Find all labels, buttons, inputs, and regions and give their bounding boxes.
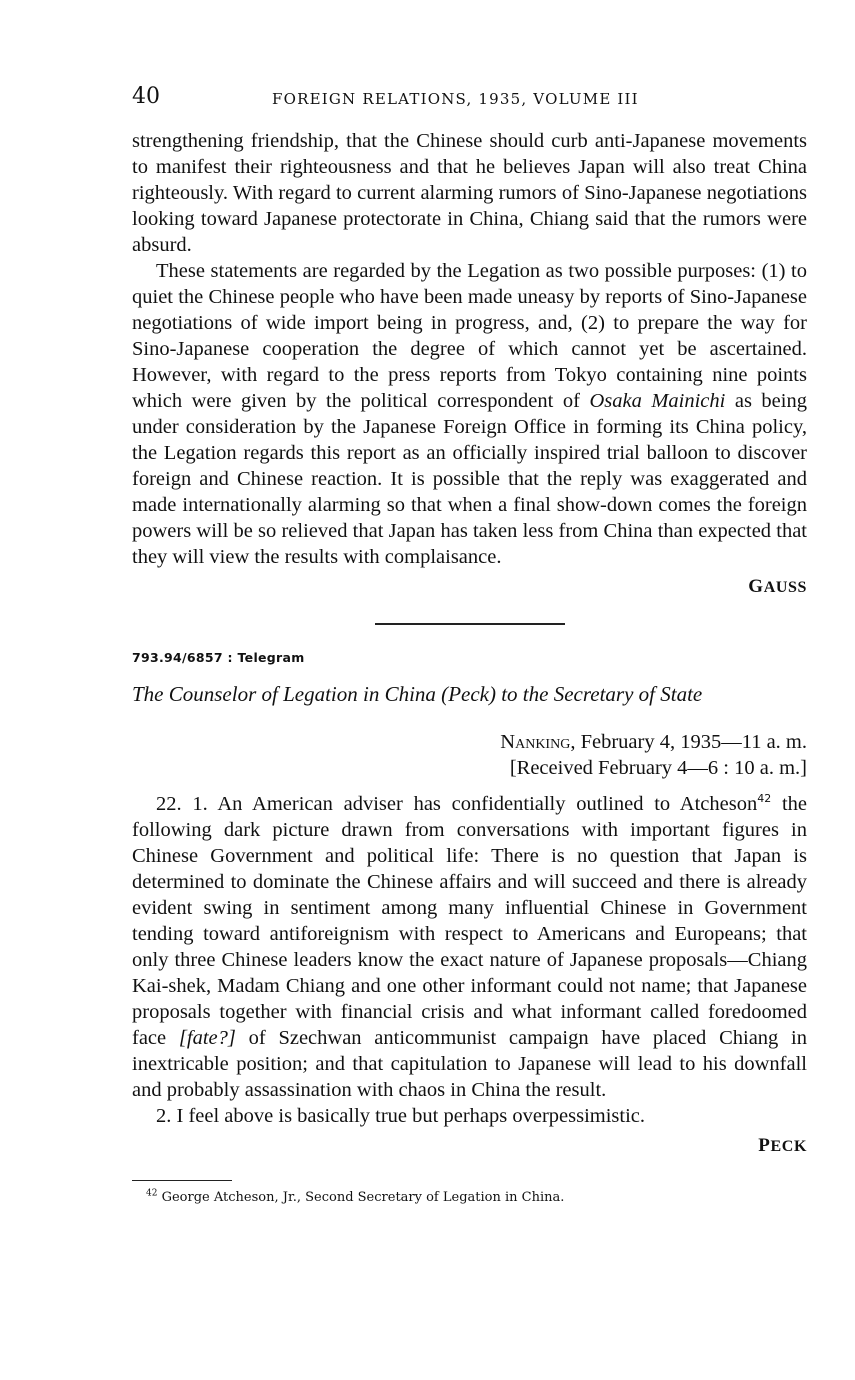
page-number: 40 (132, 84, 160, 109)
page-body (132, 128, 807, 1207)
doc2-paragraph-2: 2. I feel above is basically true but perhaps overpessimistic. (156, 1105, 646, 1127)
footnote-number: 42 (146, 1188, 158, 1199)
footnote-reference: 42 (757, 792, 772, 806)
doc1-paragraph-1: strengthening friendship, that the Chinese should curb anti-Japanese movements to manifest their righteousness and that he believes Japan will also treat China righteously. With regard to current alarming rumors of Sino-Japanese negotiations looking toward Japanese protectorate in China, Chiang said that the rumors were absurd. (132, 130, 807, 256)
doc2-paragraph-1: 22. 1. An American adviser has confidentially outlined to Atcheson$^{42}$ the following dark picture drawn from conversations with important figures in Chinese Government and political life: There is no question that Japan is determined to dominate the Chinese affairs and will succeed and there is already evident swing in sentiment among many influential Chinese in Government tending toward antiforeignism with respect to Americans and Europeans; that only three Chinese leaders know the exact nature of Japanese proposals—Chiang Kai-shek, Madam Chiang and one other informant could not name; that Japanese proposals together with financial crisis and what informant called foredoomed face [fate?] of Szechwan anticommunist campaign have placed Chiang in inextricable position; and that capitulation to Japanese will lead to his downfall and probably assassination with chaos in China the result. (132, 792, 808, 1101)
doc1-paragraph-2: These statements are regarded by the Legation as two possible purposes: (1) to quiet the Chinese people who have been made uneasy by reports of Sino-Japanese negotiations of wide import being in progress, and, (2) to prepare the way for Sino-Japanese cooperation the degree of which cannot yet be ascertained. However, with regard to the press reports from Tokyo containing nine points which were given by the political correspondent of Osaka Mainichi as being under consideration by the Japanese Foreign Office in forming its China policy, the Legation regards this report as an officially inspired trial balloon to discover foreign and Chinese reaction. It is possible that the reply was exaggerated and made internationally alarming so that when a final show-down comes the foreign powers will be so relieved that Japan has taken less from China than expected that they will view the results with complaisance. (132, 260, 807, 568)
newspaper-name: Osaka Mainichi (589, 390, 726, 412)
footnote: $^{42}$ George Atcheson, Jr., Second Secretary of Legation in China. (146, 1188, 565, 1205)
page-header (132, 84, 807, 114)
section-divider (375, 623, 565, 625)
file-reference: 793.94/6857 : Telegram (132, 650, 305, 665)
received-line: [Received February 4—6 : 10 a. m.] (509, 757, 807, 779)
running-head: FOREIGN RELATIONS, 1935, VOLUME III (272, 90, 639, 108)
editorial-insertion: [fate?] (178, 1027, 236, 1049)
dateline: Nanking, February 4, 1935—11 a. m. (500, 731, 807, 753)
document-title: The Counselor of Legation in China (Peck) to the Secretary of State (132, 682, 703, 706)
signature-peck: PECK (758, 1135, 807, 1156)
signature-gauss: GAUSS (748, 576, 807, 597)
footnote-rule (132, 1180, 232, 1181)
